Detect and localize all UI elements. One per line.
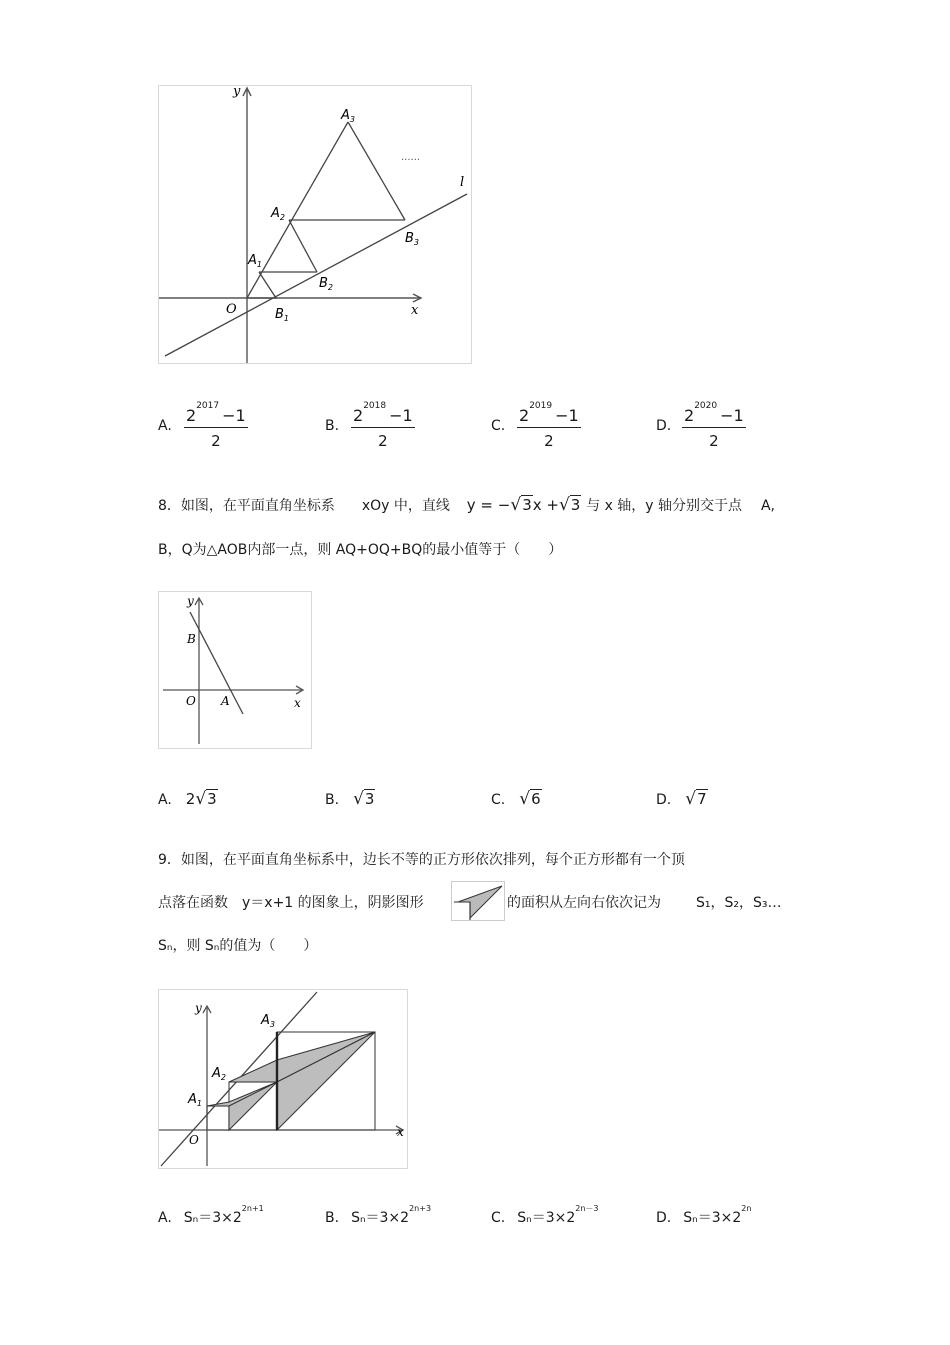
- fig3-label-a1: $A_1$: [188, 1092, 202, 1108]
- shaded-region-2: [229, 1082, 277, 1130]
- q9-line2-c: S₁，S₂，S₃…: [696, 895, 782, 911]
- fig1-label-a2: $A_2$: [271, 206, 285, 222]
- fig1-label-b1: $B_1$: [275, 307, 290, 323]
- fraction: $\frac{2^{2019}-1}{2}$: [519, 400, 579, 450]
- fig2-label-b: B: [187, 632, 196, 646]
- q8-text-d: A,: [760, 498, 775, 514]
- figure-q8-svg: [159, 592, 311, 748]
- q9-option-d[interactable]: D. $S_n=3\times 2^{2n}$: [656, 1204, 752, 1226]
- figure-q8: [158, 591, 312, 749]
- fig2-label-y: y: [187, 594, 194, 608]
- figure-q9: [158, 989, 408, 1169]
- shaded-shape-icon: [451, 881, 505, 921]
- fig1-label-b2: $B_2$: [319, 276, 334, 292]
- q9-line2-a: 点落在函数 y＝x+1 的图象上，阴影图形: [158, 895, 424, 911]
- line-l: [165, 194, 467, 356]
- q9-options: [0, 1204, 950, 1267]
- line-ab: [190, 612, 243, 714]
- fig2-label-o: O: [186, 694, 196, 708]
- q9-line3: Sₙ，则 Sₙ的值为（ ）: [158, 938, 318, 954]
- q8-option-c[interactable]: C. √6: [491, 789, 541, 809]
- q8-text-c: 与 x 轴，y 轴分别交于点: [586, 498, 743, 514]
- option-letter: A.: [158, 418, 172, 434]
- option-letter: C.: [491, 418, 506, 434]
- fig1-label-a1: $A_1$: [248, 253, 262, 269]
- fraction: $\frac{2^{2018}-1}{2}$: [353, 400, 413, 450]
- fig1-label-y: y: [233, 86, 241, 99]
- q9-option-c[interactable]: C. $S_n=3\times 2^{2n-3}$: [491, 1204, 599, 1226]
- fraction: $\frac{2^{2020}-1}{2}$: [684, 400, 744, 450]
- q7-options: [0, 400, 950, 478]
- q8-option-d[interactable]: D. √7: [656, 789, 707, 809]
- fig1-label-b3: $B_3$: [405, 231, 420, 247]
- q8-option-a[interactable]: A. 2√3: [158, 789, 217, 809]
- q9-line1: 9．如图，在平面直角坐标系中，边长不等的正方形依次排列，每个正方形都有一个顶: [158, 852, 685, 868]
- fig1-label-l: l: [460, 175, 465, 190]
- q9-line2-b: 的面积从左向右依次记为: [507, 895, 661, 911]
- q8-equation: y = −√3x +√3: [466, 495, 581, 515]
- fig3-label-a3: $A_3$: [261, 1013, 275, 1029]
- q8-options: [0, 789, 950, 849]
- fig3-label-x: x: [397, 1125, 404, 1139]
- figure-triangles: [158, 85, 472, 364]
- option-letter: D.: [656, 418, 672, 434]
- fraction: $\frac{2^{2017}-1}{2}$: [186, 400, 246, 450]
- q9-option-b[interactable]: B. $S_n=3\times 2^{2n+3}$: [325, 1204, 432, 1226]
- q8-option-b[interactable]: B. √3: [325, 789, 375, 809]
- fig2-label-x: x: [294, 696, 301, 710]
- fig2-label-a: A: [221, 694, 230, 708]
- q8-text-a: 8．如图，在平面直角坐标系: [158, 498, 335, 514]
- q8-line1: [158, 495, 775, 515]
- fig1-label-o: O: [226, 302, 237, 317]
- fig3-label-o: O: [189, 1133, 199, 1147]
- figure-triangles-svg: [159, 86, 471, 363]
- q9-option-a[interactable]: A. $S_n=3\times 2^{2n+1}$: [158, 1204, 264, 1226]
- option-letter: B.: [325, 418, 340, 434]
- q8-text-b: xOy 中，直线: [361, 498, 450, 514]
- fig3-label-y: y: [195, 1001, 202, 1015]
- figure-q9-svg: [159, 990, 407, 1168]
- fig1-label-x: x: [411, 303, 419, 318]
- fig1-label-a3: $A_3$: [341, 108, 355, 124]
- fig1-dots: ......: [401, 152, 421, 163]
- q8-line2: B，Q为△AOB内部一点，则 AQ+OQ+BQ的最小值等于（ ）: [158, 542, 563, 558]
- fig3-label-a2: $A_2$: [212, 1066, 226, 1082]
